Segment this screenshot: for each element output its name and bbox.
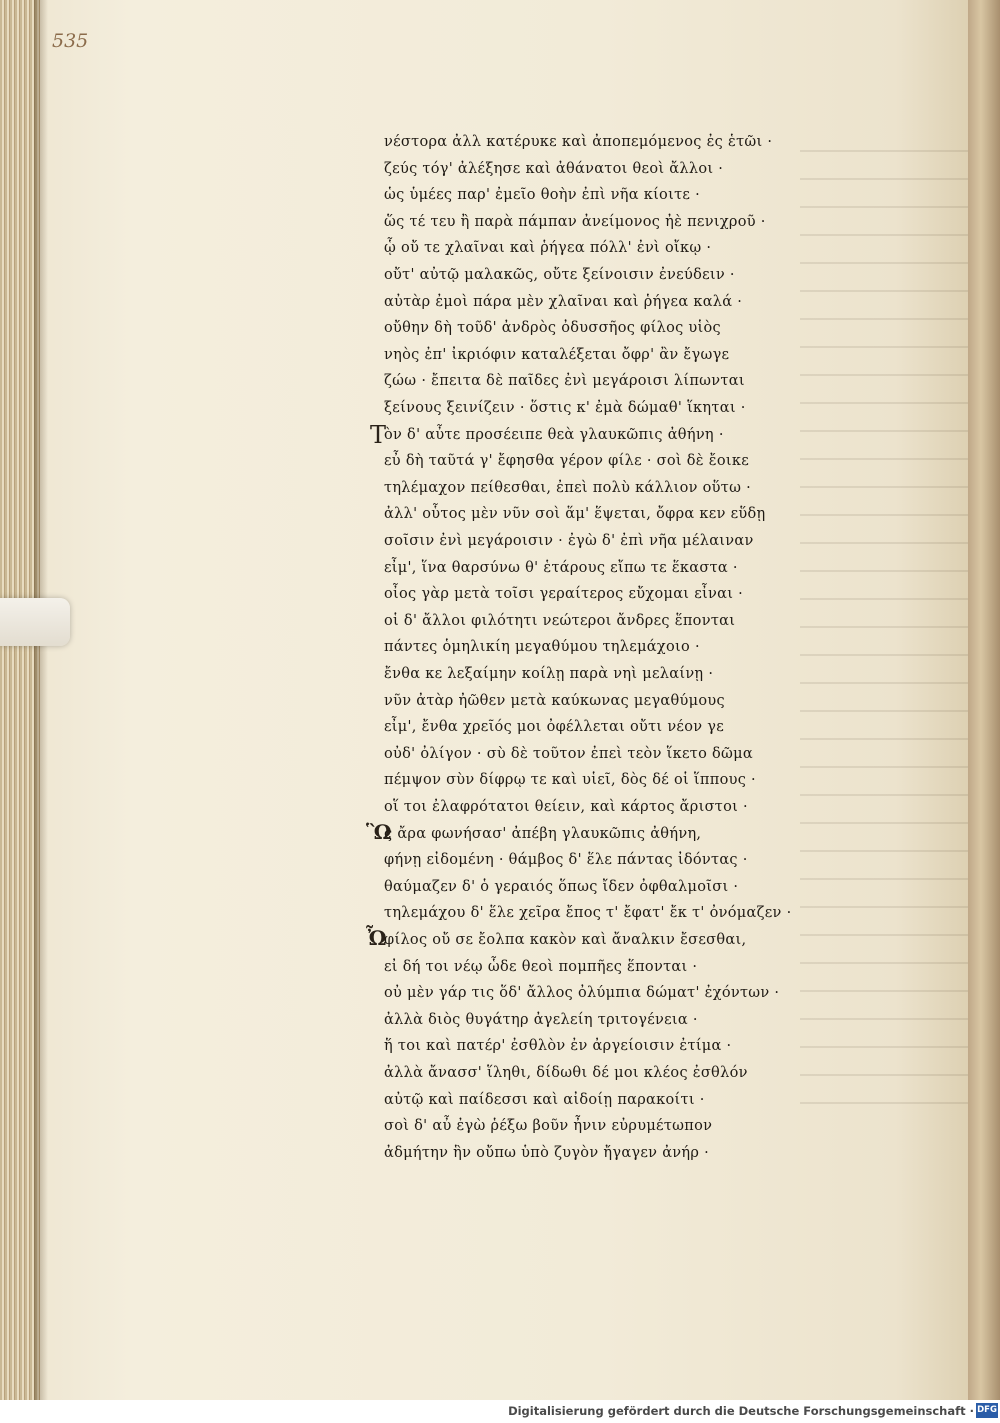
line-text: ᾧ οὔ τε χλαῖναι καὶ ῥήγεα πόλλ' ἐνὶ οἴκῳ ·	[384, 240, 712, 257]
manuscript-line	[356, 1038, 826, 1065]
line-text: νῦν ἀτὰρ ἠῶθεν μετὰ καύκωνας μεγαθύμους	[384, 692, 725, 709]
manuscript-line	[356, 639, 826, 666]
line-text: εἰ δή τοι νέῳ ὧδε θεοὶ πομπῆες ἕπονται ·	[384, 958, 698, 975]
line-text: σοῖσιν ἐνὶ μεγάροισιν · ἐγὼ δ' ἐπὶ νῆα μέλαιναν	[384, 533, 754, 549]
line-text: ὥς τέ τευ ἢ παρὰ πάμπαν ἀνείμονος ἠὲ πενιχροῦ ·	[384, 213, 766, 230]
manuscript-line	[356, 1065, 826, 1092]
manuscript-line	[356, 852, 826, 879]
line-text: οἵ τοι ἐλαφρότατοι θείειν, καὶ κάρτος ἄριστοι ·	[384, 799, 748, 815]
manuscript-line	[356, 959, 826, 986]
line-text: ς ἄρα φωνήσασ' ἀπέβη γλαυκῶπις ἀθήνη,	[384, 825, 702, 842]
decorated-initial: Ὦ	[366, 926, 387, 950]
manuscript-line	[356, 1092, 826, 1119]
manuscript-line	[356, 879, 826, 906]
manuscript-line	[356, 214, 826, 241]
manuscript-line	[356, 320, 826, 347]
line-text: οὐδ' ὀλίγον · σὺ δὲ τοῦτον ἐπεὶ τεὸν ἵκετο δῶμα	[384, 745, 753, 762]
manuscript-line	[356, 480, 826, 507]
manuscript-line	[356, 453, 826, 480]
line-text: ἥ τοι καὶ πατέρ' ἐσθλὸν ἐν ἀργείοισιν ἐτίμα ·	[384, 1038, 732, 1055]
line-text: ὡς ὑμέες παρ' ἐμεῖο θοὴν ἐπὶ νῆα κίοιτε ·	[384, 187, 701, 204]
funding-credit: Digitalisierung gefördert durch die Deutsche Forschungsgemeinschaft ·	[508, 1404, 974, 1418]
line-text: πάντες ὁμηλικίη μεγαθύμου τηλεμάχοιο ·	[384, 639, 700, 656]
line-text: ὸν δ' αὖτε προσέειπε θεὰ γλαυκῶπις ἀθήνη ·	[384, 426, 724, 443]
manuscript-line	[356, 819, 826, 853]
line-text: τηλέμαχον πείθεσθαι, ἐπεὶ πολὺ κάλλιον οὕτω ·	[384, 479, 752, 496]
manuscript-line	[356, 187, 826, 214]
line-text: ἀλλ' οὗτος μὲν νῦν σοὶ ἅμ' ἕψεται, ὄφρα κεν εὕδῃ	[384, 506, 766, 523]
manuscript-line	[356, 905, 826, 932]
manuscript-line	[356, 420, 826, 454]
manuscript-line	[356, 267, 826, 294]
line-text: θαύμαζεν δ' ὁ γεραιός ὅπως ἴδεν ὀφθαλμοῖσι ·	[384, 878, 739, 895]
line-text: τηλεμάχου δ' ἕλε χεῖρα ἔπος τ' ἔφατ' ἔκ τ' ὀνόμαζεν ·	[384, 905, 792, 922]
line-text: ἔνθα κε λεξαίμην κοίλῃ παρὰ νηὶ μελαίνῃ ·	[384, 666, 714, 682]
manuscript-line	[356, 666, 826, 693]
dfg-logo: DFG	[976, 1403, 998, 1418]
line-text: νέστορα ἀλλ κατέρυκε καὶ ἀποπεμόμενος ἐς ἑτῶι ·	[384, 134, 773, 150]
page-clamp	[0, 598, 70, 646]
manuscript-line	[356, 373, 826, 400]
manuscript-line	[356, 586, 826, 613]
manuscript-line	[356, 161, 826, 188]
manuscript-line	[356, 560, 826, 587]
decorated-initial: Ὣ	[366, 819, 392, 844]
manuscript-line	[356, 347, 826, 374]
line-text: οἶος γὰρ μετὰ τοῖσι γεραίτερος εὔχομαι εἶναι ·	[384, 586, 744, 603]
line-text: ζεύς τόγ' ἀλέξησε καὶ ἀθάνατοι θεοὶ ἄλλοι ·	[384, 160, 724, 177]
line-text: φήνῃ εἰδομένη · θάμβος δ' ἕλε πάντας ἰδόντας ·	[384, 852, 748, 869]
manuscript-line	[356, 506, 826, 533]
footer-bar	[0, 1400, 1000, 1423]
gutter-shadow	[34, 0, 48, 1400]
manuscript-line	[356, 985, 826, 1012]
line-text: ἀδμήτην ἣν οὔπω ὑπὸ ζυγὸν ἤγαγεν ἀνήρ ·	[384, 1144, 710, 1161]
manuscript-line	[356, 799, 826, 826]
manuscript-line	[356, 1118, 826, 1145]
manuscript-line	[356, 719, 826, 746]
manuscript-line	[356, 1145, 826, 1172]
line-text: εἶμ', ἔνθα χρεῖός μοι ὀφέλλεται οὔτι νέον γε	[384, 719, 725, 736]
manuscript-line	[356, 926, 826, 959]
facing-page-edge	[968, 0, 1000, 1400]
line-text: νηὸς ἐπ' ἰκριόφιν καταλέξεται ὄφρ' ἂν ἔγωγε	[384, 346, 730, 363]
folio-number: 535	[52, 30, 89, 52]
manuscript-line	[356, 533, 826, 560]
line-text: πέμψον σὺν δίφρῳ τε καὶ υἱεῖ, δὸς δέ οἱ ἵππους ·	[384, 772, 756, 789]
manuscript-line	[356, 1012, 826, 1039]
line-text: ἀλλὰ διὸς θυγάτηρ ἀγελείη τριτογένεια ·	[384, 1011, 698, 1028]
line-text: οἱ δ' ἄλλοι φιλότητι νεώτεροι ἄνδρες ἕπονται	[384, 612, 736, 629]
manuscript-line	[356, 240, 826, 267]
manuscript-line	[356, 746, 826, 773]
line-text: εἶμ', ἵνα θαρσύνω θ' ἑτάρους εἴπω τε ἕκαστα ·	[384, 559, 738, 576]
manuscript-line	[356, 134, 826, 161]
manuscript-line	[356, 400, 826, 427]
line-text: οὔτ' αὐτῷ μαλακῶς, οὔτε ξείνοισιν ἐνεύδειν ·	[384, 267, 735, 283]
line-text: αὐτὰρ ἐμοὶ πάρα μὲν χλαῖναι καὶ ῥήγεα καλά ·	[384, 293, 743, 310]
line-text: οὔθην δὴ τοῦδ' ἀνδρὸς ὀδυσσῆος φίλος υἱὸς	[384, 320, 721, 337]
manuscript-line	[356, 772, 826, 799]
manuscript-line	[356, 294, 826, 321]
line-text: ξείνους ξεινίζειν · ὅστις κ' ἐμὰ δώμαθ' ἵκηται ·	[384, 400, 746, 416]
line-text: εὖ δὴ ταῦτά γ' ἔφησθα γέρον φίλε · σοὶ δὲ ἔοικε	[384, 453, 750, 470]
manuscript-line	[356, 693, 826, 720]
line-text: φίλος οὔ σε ἔολπα κακὸν καὶ ἄναλκιν ἔσεσθαι,	[384, 932, 747, 948]
line-text: αὐτῷ καὶ παίδεσσι καὶ αἰδοίῃ παρακοίτι ·	[384, 1091, 705, 1108]
line-text: σοὶ δ' αὖ ἐγὼ ῥέξω βοῦν ἦνιν εὐρυμέτωπον	[384, 1118, 713, 1135]
manuscript-line	[356, 613, 826, 640]
decorated-initial: Τ	[370, 420, 387, 449]
line-text: ἀλλὰ ἄνασσ' ἵληθι, δίδωθι δέ μοι κλέος ἐσθλόν	[384, 1065, 748, 1081]
line-text: οὐ μὲν γάρ τις ὅδ' ἄλλος ὀλύμπια δώματ' ἐχόντων ·	[384, 985, 780, 1002]
line-text: ζώω · ἔπειτα δὲ παῖδες ἐνὶ μεγάροισι λίπωνται	[384, 373, 745, 390]
